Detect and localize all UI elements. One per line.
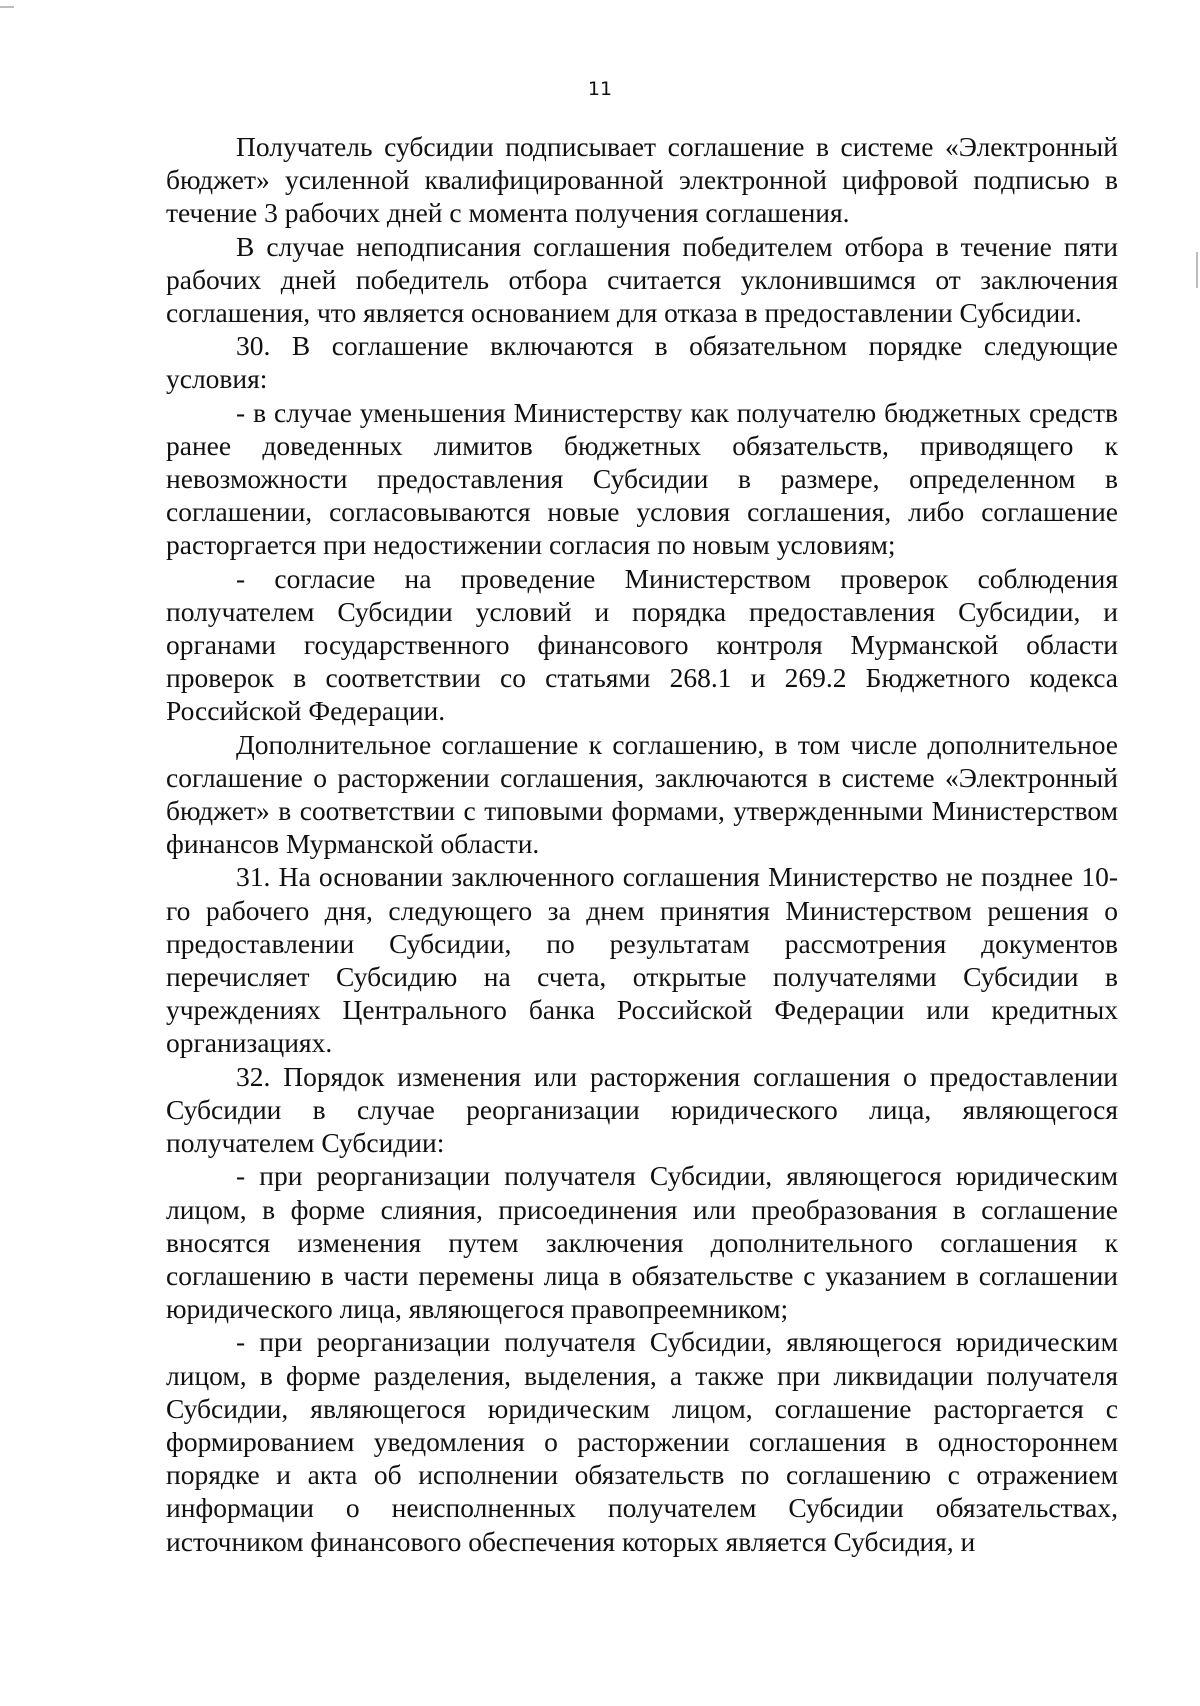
scan-mark-top-left (0, 6, 14, 8)
paragraph-clause-30-item-2: - согласие на проведение Министерством проверок соблюдения получателем Субсидии условий и порядка предоставления Субсидии, и органами государственного финансового контроля Мурманской области проверок в соответствии со статьями 268.1 и 269.2 Бюджетного кодекса Российской Федерации. (166, 562, 1118, 727)
paragraph-clause-30-item-1: - в случае уменьшения Министерству как получателю бюджетных средств ранее доведенных лимитов бюджетных обязательств, приводящего к невозможности предоставления Субсидии в размере, определенном в соглашении, согласовываются новые условия соглашения, либо соглашение расторгается при недостижении согласия по новым условиям; (166, 396, 1118, 561)
paragraph-additional-agreement: Дополнительное соглашение к соглашению, в том числе дополнительное соглашение о расторжении соглашения, заключаются в системе «Электронный бюджет» в соответствии с типовыми формами, утвержденными Министерством финансов Мурманской области. (166, 728, 1118, 860)
paragraph-clause-32-item-2: - при реорганизации получателя Субсидии, являющегося юридическим лицом, в форме разделения, выделения, а также при ликвидации получателя Субсидии, являющегося юридическим лицом, соглашение расторгается с формированием уведомления о расторжении соглашения в одностороннем порядке и акта об исполнении обязательств по соглашению с отражением информации о неисполненных получателем Субсидии обязательствах, источником финансового обеспечения которых является Субсидия, и (166, 1326, 1118, 1557)
scan-mark-right (1196, 252, 1198, 288)
document-body (166, 130, 1118, 1558)
paragraph-clause-30: 30. В соглашение включаются в обязательном порядке следующие условия: (166, 330, 1118, 395)
paragraph-clause-31: 31. На основании заключенного соглашения Министерство не позднее 10-го рабочего дня, следующего за днем принятия Министерством решения о предоставлении Субсидии, по результатам рассмотрения документов перечисляет Субсидию на счета, открытые получателями Субсидии в учреждениях Центрального банка Российской Федерации или кредитных организациях. (166, 861, 1118, 1059)
paragraph-non-signing: В случае неподписания соглашения победителем отбора в течение пяти рабочих дней победитель отбора считается уклонившимся от заключения соглашения, что является основанием для отказа в предоставлении Субсидии. (166, 230, 1118, 329)
paragraph-clause-32-item-1: - при реорганизации получателя Субсидии, являющегося юридическим лицом, в форме слияния, присоединения или преобразования в соглашение вносятся изменения путем заключения дополнительного соглашения к соглашению в части перемены лица в обязательстве с указанием в соглашении юридического лица, являющегося правопреемником; (166, 1160, 1118, 1325)
paragraph-signing: Получатель субсидии подписывает соглашение в системе «Электронный бюджет» усиленной квалифицированной электронной цифровой подписью в течение 3 рабочих дней с момента получения соглашения. (166, 131, 1118, 229)
paragraph-clause-32: 32. Порядок изменения или расторжения соглашения о предоставлении Субсидии в случае реорганизации юридического лица, являющегося получателем Субсидии: (166, 1060, 1118, 1159)
page-number: 11 (587, 78, 613, 100)
